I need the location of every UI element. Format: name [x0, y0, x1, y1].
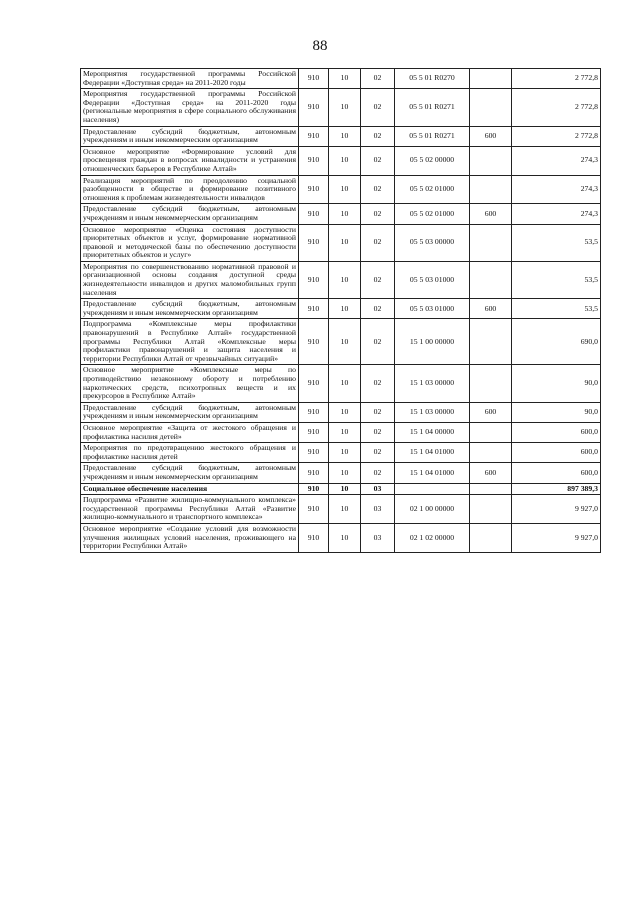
row-amount-cell: 690,0	[512, 319, 601, 365]
row-expense-type-cell	[470, 365, 512, 402]
row-section-cell: 10	[329, 422, 361, 442]
row-section-cell: 10	[329, 319, 361, 365]
row-name-cell: Основное мероприятие «Защита от жестокого обращения и профилактика насилия детей»	[81, 422, 299, 442]
row-amount-cell: 897 389,3	[512, 483, 601, 495]
row-name-cell: Основное мероприятие «Создание условий для возможности улучшения жилищных условий населения, проживающего на территории Республики Алтай»	[81, 523, 299, 552]
row-amount-cell: 2 772,8	[512, 69, 601, 89]
row-section-cell: 10	[329, 204, 361, 224]
row-amount-cell: 53,5	[512, 261, 601, 298]
table-row	[81, 69, 601, 89]
row-section-cell: 10	[329, 224, 361, 261]
row-admin-code-cell: 910	[299, 89, 329, 126]
table-row	[81, 126, 601, 146]
budget-table	[80, 68, 601, 553]
row-admin-code-cell: 910	[299, 299, 329, 319]
row-target-code-cell: 05 5 02 00000	[395, 146, 470, 175]
row-section-cell: 10	[329, 365, 361, 402]
row-admin-code-cell: 910	[299, 319, 329, 365]
table-row	[81, 422, 601, 442]
table-row	[81, 146, 601, 175]
budget-table-body	[81, 69, 601, 553]
row-name-cell: Основное мероприятие «Комплексные меры по противодействию незаконному обороту и потреблению наркотических средств, психотропных веществ и их прекурсоров в Республике Алтай»	[81, 365, 299, 402]
row-subsection-cell: 02	[361, 175, 395, 204]
table-row	[81, 204, 601, 224]
row-target-code-cell: 05 5 01 R0271	[395, 89, 470, 126]
row-name-cell: Основное мероприятие «Оценка состояния доступности приоритетных объектов и услуг, формирование нормативной правовой и методической базы по обеспечению доступности приоритетных объектов и услуг»	[81, 224, 299, 261]
row-subsection-cell: 02	[361, 299, 395, 319]
row-subsection-cell: 02	[361, 402, 395, 422]
row-subsection-cell: 02	[361, 204, 395, 224]
row-admin-code-cell: 910	[299, 146, 329, 175]
row-subsection-cell: 02	[361, 463, 395, 483]
row-amount-cell: 600,0	[512, 422, 601, 442]
table-row	[81, 443, 601, 463]
row-subsection-cell: 02	[361, 69, 395, 89]
row-name-cell: Основное мероприятие «Формирование условий для просвещения граждан в вопросах инвалидности и устранения отношенческих барьеров в Республике Алтай»	[81, 146, 299, 175]
row-section-cell: 10	[329, 523, 361, 552]
row-amount-cell: 2 772,8	[512, 89, 601, 126]
row-target-code-cell: 15 1 04 01000	[395, 443, 470, 463]
row-target-code-cell: 15 1 03 00000	[395, 402, 470, 422]
row-subsection-cell: 02	[361, 422, 395, 442]
row-amount-cell: 274,3	[512, 204, 601, 224]
row-name-cell: Мероприятия государственной программы Российской Федерации «Доступная среда» на 2011-2020 годы	[81, 69, 299, 89]
row-section-cell: 10	[329, 69, 361, 89]
row-target-code-cell: 05 5 02 01000	[395, 175, 470, 204]
row-name-cell: Предоставление субсидий бюджетным, автономным учреждениям и иным некоммерческим организациям	[81, 126, 299, 146]
row-admin-code-cell: 910	[299, 483, 329, 495]
row-name-cell: Предоставление субсидий бюджетным, автономным учреждениям и иным некоммерческим организациям	[81, 299, 299, 319]
row-subsection-cell: 03	[361, 483, 395, 495]
row-expense-type-cell: 600	[470, 299, 512, 319]
row-section-cell: 10	[329, 299, 361, 319]
row-target-code-cell: 15 1 04 00000	[395, 422, 470, 442]
row-admin-code-cell: 910	[299, 365, 329, 402]
row-target-code-cell: 05 5 03 01000	[395, 261, 470, 298]
row-subsection-cell: 02	[361, 443, 395, 463]
row-expense-type-cell: 600	[470, 204, 512, 224]
row-target-code-cell: 05 5 02 01000	[395, 204, 470, 224]
row-target-code-cell: 05 5 01 R0271	[395, 126, 470, 146]
row-amount-cell: 9 927,0	[512, 523, 601, 552]
row-subsection-cell: 02	[361, 126, 395, 146]
row-subsection-cell: 03	[361, 495, 395, 524]
row-section-cell: 10	[329, 89, 361, 126]
row-section-cell: 10	[329, 495, 361, 524]
row-admin-code-cell: 910	[299, 402, 329, 422]
table-row	[81, 495, 601, 524]
row-expense-type-cell	[470, 495, 512, 524]
table-row	[81, 483, 601, 495]
table-row	[81, 463, 601, 483]
table-row	[81, 261, 601, 298]
row-target-code-cell: 05 5 03 01000	[395, 299, 470, 319]
row-expense-type-cell	[470, 175, 512, 204]
row-expense-type-cell	[470, 89, 512, 126]
row-amount-cell: 274,3	[512, 146, 601, 175]
row-admin-code-cell: 910	[299, 463, 329, 483]
row-subsection-cell: 02	[361, 365, 395, 402]
row-target-code-cell: 15 1 04 01000	[395, 463, 470, 483]
row-expense-type-cell	[470, 224, 512, 261]
table-row	[81, 89, 601, 126]
row-admin-code-cell: 910	[299, 523, 329, 552]
row-subsection-cell: 02	[361, 224, 395, 261]
row-target-code-cell: 05 5 03 00000	[395, 224, 470, 261]
row-expense-type-cell	[470, 422, 512, 442]
row-amount-cell: 90,0	[512, 402, 601, 422]
row-target-code-cell: 15 1 00 00000	[395, 319, 470, 365]
row-amount-cell: 600,0	[512, 443, 601, 463]
page-number: 88	[312, 38, 328, 54]
row-subsection-cell: 02	[361, 89, 395, 126]
row-target-code-cell: 05 5 01 R0270	[395, 69, 470, 89]
row-expense-type-cell	[470, 443, 512, 463]
table-row	[81, 224, 601, 261]
row-admin-code-cell: 910	[299, 495, 329, 524]
row-target-code-cell: 02 1 02 00000	[395, 523, 470, 552]
row-section-cell: 10	[329, 175, 361, 204]
row-amount-cell: 53,5	[512, 299, 601, 319]
row-amount-cell: 9 927,0	[512, 495, 601, 524]
row-expense-type-cell	[470, 261, 512, 298]
table-row	[81, 365, 601, 402]
row-section-cell: 10	[329, 483, 361, 495]
row-name-cell: Реализация мероприятий по преодолению социальной разобщенности в обществе и формирование позитивного отношения к проблемам жизнедеятельности инвалидов	[81, 175, 299, 204]
row-subsection-cell: 03	[361, 523, 395, 552]
row-subsection-cell: 02	[361, 319, 395, 365]
row-amount-cell: 600,0	[512, 463, 601, 483]
row-expense-type-cell	[470, 523, 512, 552]
row-admin-code-cell: 910	[299, 422, 329, 442]
row-name-cell: Социальное обеспечение населения	[81, 483, 299, 495]
table-row	[81, 402, 601, 422]
row-section-cell: 10	[329, 146, 361, 175]
row-amount-cell: 2 772,8	[512, 126, 601, 146]
row-admin-code-cell: 910	[299, 126, 329, 146]
row-amount-cell: 274,3	[512, 175, 601, 204]
row-admin-code-cell: 910	[299, 261, 329, 298]
row-name-cell: Мероприятия по совершенствованию нормативной правовой и организационной основы создания доступной среды жизнедеятельности инвалидов и других маломобильных групп населения	[81, 261, 299, 298]
row-expense-type-cell	[470, 146, 512, 175]
table-row	[81, 319, 601, 365]
row-name-cell: Предоставление субсидий бюджетным, автономным учреждениям и иным некоммерческим организациям	[81, 204, 299, 224]
table-row	[81, 299, 601, 319]
row-section-cell: 10	[329, 261, 361, 298]
row-expense-type-cell	[470, 483, 512, 495]
row-section-cell: 10	[329, 443, 361, 463]
row-name-cell: Подпрограмма «Развитие жилищно-коммунального комплекса» государственной программы Республики Алтай «Развитие жилищно-коммунального и транспортного комплекса»	[81, 495, 299, 524]
row-admin-code-cell: 910	[299, 443, 329, 463]
row-expense-type-cell	[470, 69, 512, 89]
table-row	[81, 523, 601, 552]
row-target-code-cell	[395, 483, 470, 495]
row-subsection-cell: 02	[361, 146, 395, 175]
row-section-cell: 10	[329, 126, 361, 146]
row-subsection-cell: 02	[361, 261, 395, 298]
table-row	[81, 175, 601, 204]
row-amount-cell: 53,5	[512, 224, 601, 261]
row-target-code-cell: 02 1 00 00000	[395, 495, 470, 524]
row-name-cell: Мероприятия по предотвращению жестокого обращения и профилактике насилия детей	[81, 443, 299, 463]
row-admin-code-cell: 910	[299, 69, 329, 89]
row-section-cell: 10	[329, 463, 361, 483]
row-name-cell: Предоставление субсидий бюджетным, автономным учреждениям и иным некоммерческим организациям	[81, 402, 299, 422]
row-target-code-cell: 15 1 03 00000	[395, 365, 470, 402]
row-expense-type-cell: 600	[470, 463, 512, 483]
row-amount-cell: 90,0	[512, 365, 601, 402]
row-expense-type-cell: 600	[470, 126, 512, 146]
row-name-cell: Мероприятия государственной программы Российской Федерации «Доступная среда» на 2011-2020 годы (региональные мероприятия в сфере социального обслуживания населения)	[81, 89, 299, 126]
row-name-cell: Предоставление субсидий бюджетным, автономным учреждениям и иным некоммерческим организациям	[81, 463, 299, 483]
row-admin-code-cell: 910	[299, 224, 329, 261]
row-name-cell: Подпрограмма «Комплексные меры профилактики правонарушений в Республике Алтай» государственной программы Республики Алтай «Комплексные меры профилактики правонарушений и защита населения и территории Республики Алтай от чрезвычайных ситуаций»	[81, 319, 299, 365]
row-expense-type-cell: 600	[470, 402, 512, 422]
row-expense-type-cell	[470, 319, 512, 365]
row-admin-code-cell: 910	[299, 204, 329, 224]
row-admin-code-cell: 910	[299, 175, 329, 204]
row-section-cell: 10	[329, 402, 361, 422]
